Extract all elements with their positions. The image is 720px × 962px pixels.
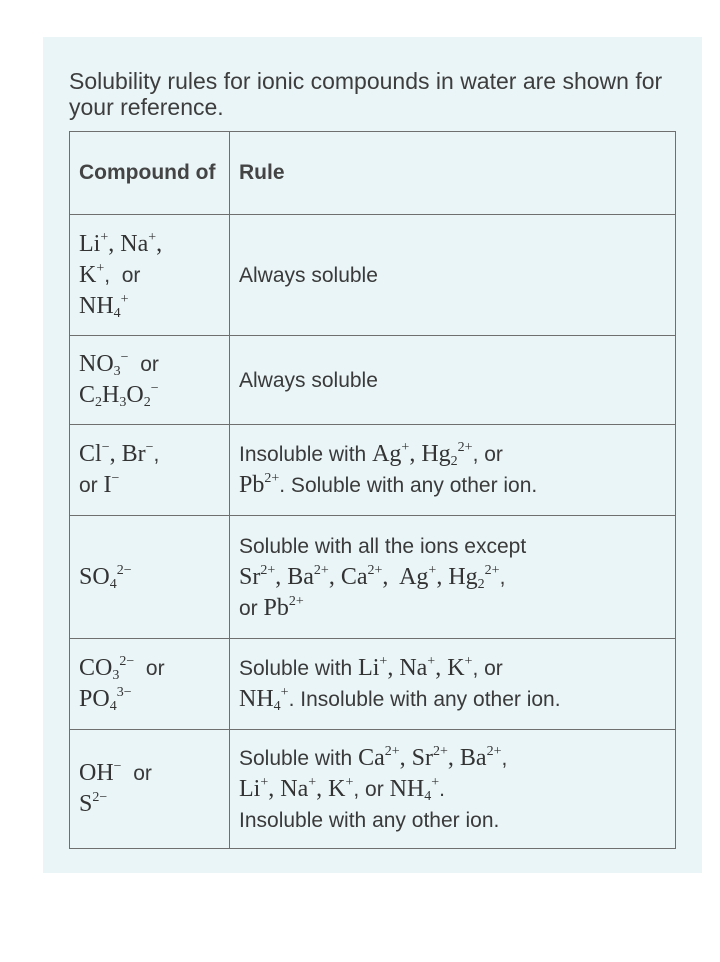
table-row <box>70 639 676 730</box>
table-row <box>70 215 676 336</box>
table-row <box>70 425 676 516</box>
compound-cell: $SO_4^{2-}$ <box>70 516 230 639</box>
header-rule: Rule <box>230 132 676 215</box>
rule-cell: Soluble with Li+, Na+, K+, or $NH_4^+$. Insoluble with any other ion. <box>230 639 676 730</box>
header-compound: Compound of <box>70 132 230 215</box>
table-row <box>70 336 676 425</box>
rule-cell: Always soluble <box>230 215 676 336</box>
table-header-row <box>70 132 676 215</box>
compound-cell: OH− or $S^{2-}$ <box>70 730 230 849</box>
rule-cell: Insoluble with Ag+, $Hg_2^{2+}$, or $Pb^{2+}$. Soluble with any other ion. <box>230 425 676 516</box>
rule-cell: Soluble with $Ca^{2+}$, $Sr^{2+}$, $Ba^{2+}$, Li+, Na+, K+, or $NH_4^+$. Insoluble with any other ion. <box>230 730 676 849</box>
solubility-rules-table <box>69 131 676 849</box>
intro-text: Solubility rules for ionic compounds in water are shown for your reference. <box>69 68 663 120</box>
table-row <box>70 516 676 639</box>
compound-cell: $NO_3^-$ or $C_2H_3O_2^-$ <box>70 336 230 425</box>
rule-cell: Soluble with all the ions except $Sr^{2+}$, $Ba^{2+}$, $Ca^{2+}$, Ag+, $Hg_2^{2+}$, or $Pb^{2+}$ <box>230 516 676 639</box>
compound-cell: Li+, Na+, K+, or $NH_4^+$ <box>70 215 230 336</box>
compound-cell: $CO_3^{2-}$ or $PO_4^{3-}$ <box>70 639 230 730</box>
table-row <box>70 730 676 849</box>
rule-cell: Always soluble <box>230 336 676 425</box>
compound-cell: Cl−, Br−, or I− <box>70 425 230 516</box>
